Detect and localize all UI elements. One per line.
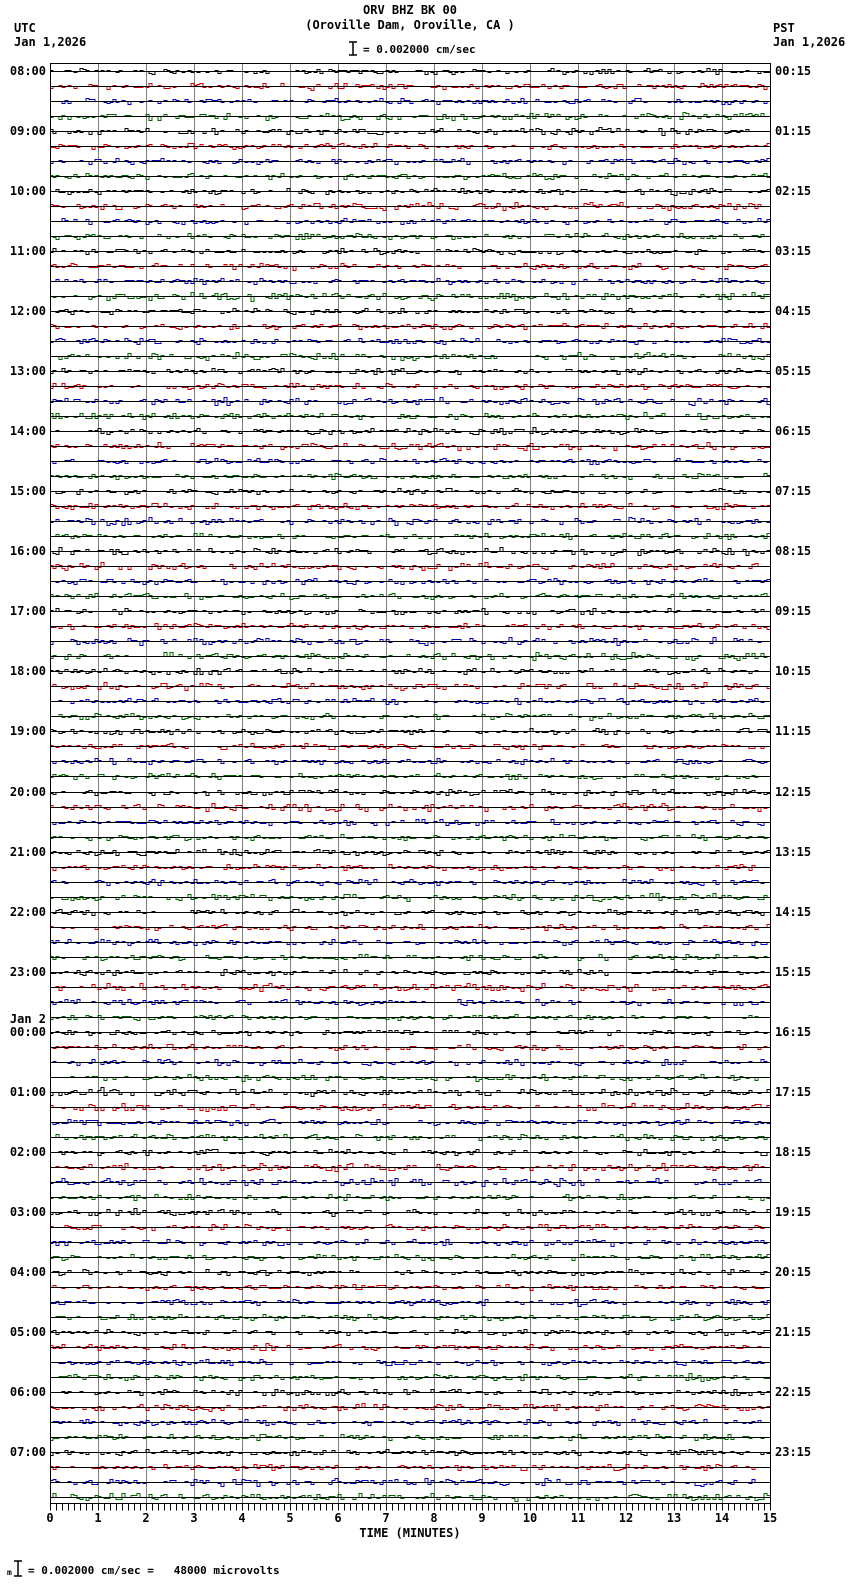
hour-label-utc: 13:00 — [9, 364, 46, 379]
hour-label-pst: 04:15 — [775, 304, 812, 319]
hour-label-utc: 15:00 — [9, 484, 46, 499]
hour-label-utc: 12:00 — [9, 304, 46, 319]
date-label-jan2: Jan 2 — [9, 1011, 46, 1026]
minute-tick-label: 7 — [382, 1511, 390, 1525]
hour-label-utc: 19:00 — [9, 724, 46, 739]
hour-label-utc: 14:00 — [9, 424, 46, 439]
hour-label-pst: 07:15 — [775, 484, 812, 499]
footer-scale-glyph: m — [7, 1568, 12, 1577]
hour-label-pst: 10:15 — [775, 664, 812, 679]
minute-tick-label: 2 — [142, 1511, 150, 1525]
hour-label-utc: 00:00 — [9, 1024, 46, 1039]
hour-label-pst: 15:15 — [775, 964, 812, 979]
hour-label-utc: 18:00 — [9, 664, 46, 679]
scale-label: = 0.002000 cm/sec — [363, 43, 476, 56]
page-title: ORV BHZ BK 00 — [363, 3, 457, 17]
hour-label-pst: 19:15 — [775, 1204, 812, 1219]
hour-label-pst: 13:15 — [775, 844, 812, 859]
hour-label-utc: 07:00 — [9, 1444, 46, 1459]
minute-tick-label: 8 — [430, 1511, 438, 1525]
hour-label-utc: 20:00 — [9, 784, 46, 799]
hour-label-utc: 01:00 — [9, 1084, 46, 1099]
pst-date-label: Jan 1,2026 — [773, 35, 846, 49]
helicorder-plot — [50, 63, 771, 1504]
minute-tick-label: 5 — [286, 1511, 294, 1525]
hour-label-utc: 08:00 — [9, 64, 46, 78]
hour-label-pst: 14:15 — [775, 904, 812, 919]
pst-timezone-label: PST — [773, 21, 795, 35]
hour-label-utc: 10:00 — [9, 184, 46, 199]
utc-date-label: Jan 1,2026 — [14, 35, 87, 49]
hour-label-pst: 05:15 — [775, 364, 812, 379]
hour-label-pst: 03:15 — [775, 244, 812, 259]
hour-label-pst: 06:15 — [775, 424, 812, 439]
hour-label-pst: 00:15 — [775, 64, 812, 78]
hour-label-utc: 06:00 — [9, 1384, 46, 1399]
page-subtitle: (Oroville Dam, Oroville, CA ) — [305, 18, 515, 32]
minute-tick-label: 10 — [522, 1511, 538, 1525]
minute-tick-label: 3 — [190, 1511, 198, 1525]
hour-label-pst: 23:15 — [775, 1444, 812, 1459]
hour-label-utc: 16:00 — [9, 544, 46, 559]
minute-tick-label: 14 — [714, 1511, 730, 1525]
hour-label-pst: 02:15 — [775, 184, 812, 199]
utc-timezone-label: UTC — [14, 21, 36, 35]
hour-label-pst: 12:15 — [775, 784, 812, 799]
scale-bar-icon — [348, 41, 358, 56]
hour-label-pst: 16:15 — [775, 1024, 812, 1039]
hour-label-utc: 05:00 — [9, 1324, 46, 1339]
minute-tick-label: 9 — [478, 1511, 486, 1525]
hour-label-utc: 11:00 — [9, 244, 46, 259]
trace-group — [50, 69, 770, 1502]
hour-label-pst: 21:15 — [775, 1324, 812, 1339]
hour-label-utc: 17:00 — [9, 604, 46, 619]
hour-label-pst: 22:15 — [775, 1384, 812, 1399]
hour-label-utc: 03:00 — [9, 1204, 46, 1219]
hour-label-pst: 01:15 — [775, 124, 812, 139]
minute-tick-label: 0 — [46, 1511, 54, 1525]
hour-label-pst: 09:15 — [775, 604, 812, 619]
hour-label-pst: 18:15 — [775, 1144, 812, 1159]
hour-label-utc: 23:00 — [9, 964, 46, 979]
hour-label-utc: 04:00 — [9, 1264, 46, 1279]
time-axis-label: TIME (MINUTES) — [359, 1526, 461, 1540]
hour-label-pst: 11:15 — [775, 724, 812, 739]
minute-tick-label: 15 — [762, 1511, 778, 1525]
footer-scale-bar-icon — [13, 1560, 23, 1577]
minute-tick-label: 13 — [666, 1511, 682, 1525]
minute-tick-label: 6 — [334, 1511, 342, 1525]
footer-scale-label: = 0.002000 cm/sec = 48000 microvolts — [28, 1564, 280, 1577]
minute-tick-label: 1 — [94, 1511, 102, 1525]
minute-tick-label: 4 — [238, 1511, 246, 1525]
hour-label-pst: 20:15 — [775, 1264, 812, 1279]
hour-label-utc: 02:00 — [9, 1144, 46, 1159]
hour-label-utc: 09:00 — [9, 124, 46, 139]
hour-label-utc: 21:00 — [9, 844, 46, 859]
minute-tick-label: 12 — [618, 1511, 634, 1525]
hour-label-pst: 08:15 — [775, 544, 812, 559]
minute-tick-label: 11 — [570, 1511, 586, 1525]
hour-label-pst: 17:15 — [775, 1084, 812, 1099]
hour-label-utc: 22:00 — [9, 904, 46, 919]
